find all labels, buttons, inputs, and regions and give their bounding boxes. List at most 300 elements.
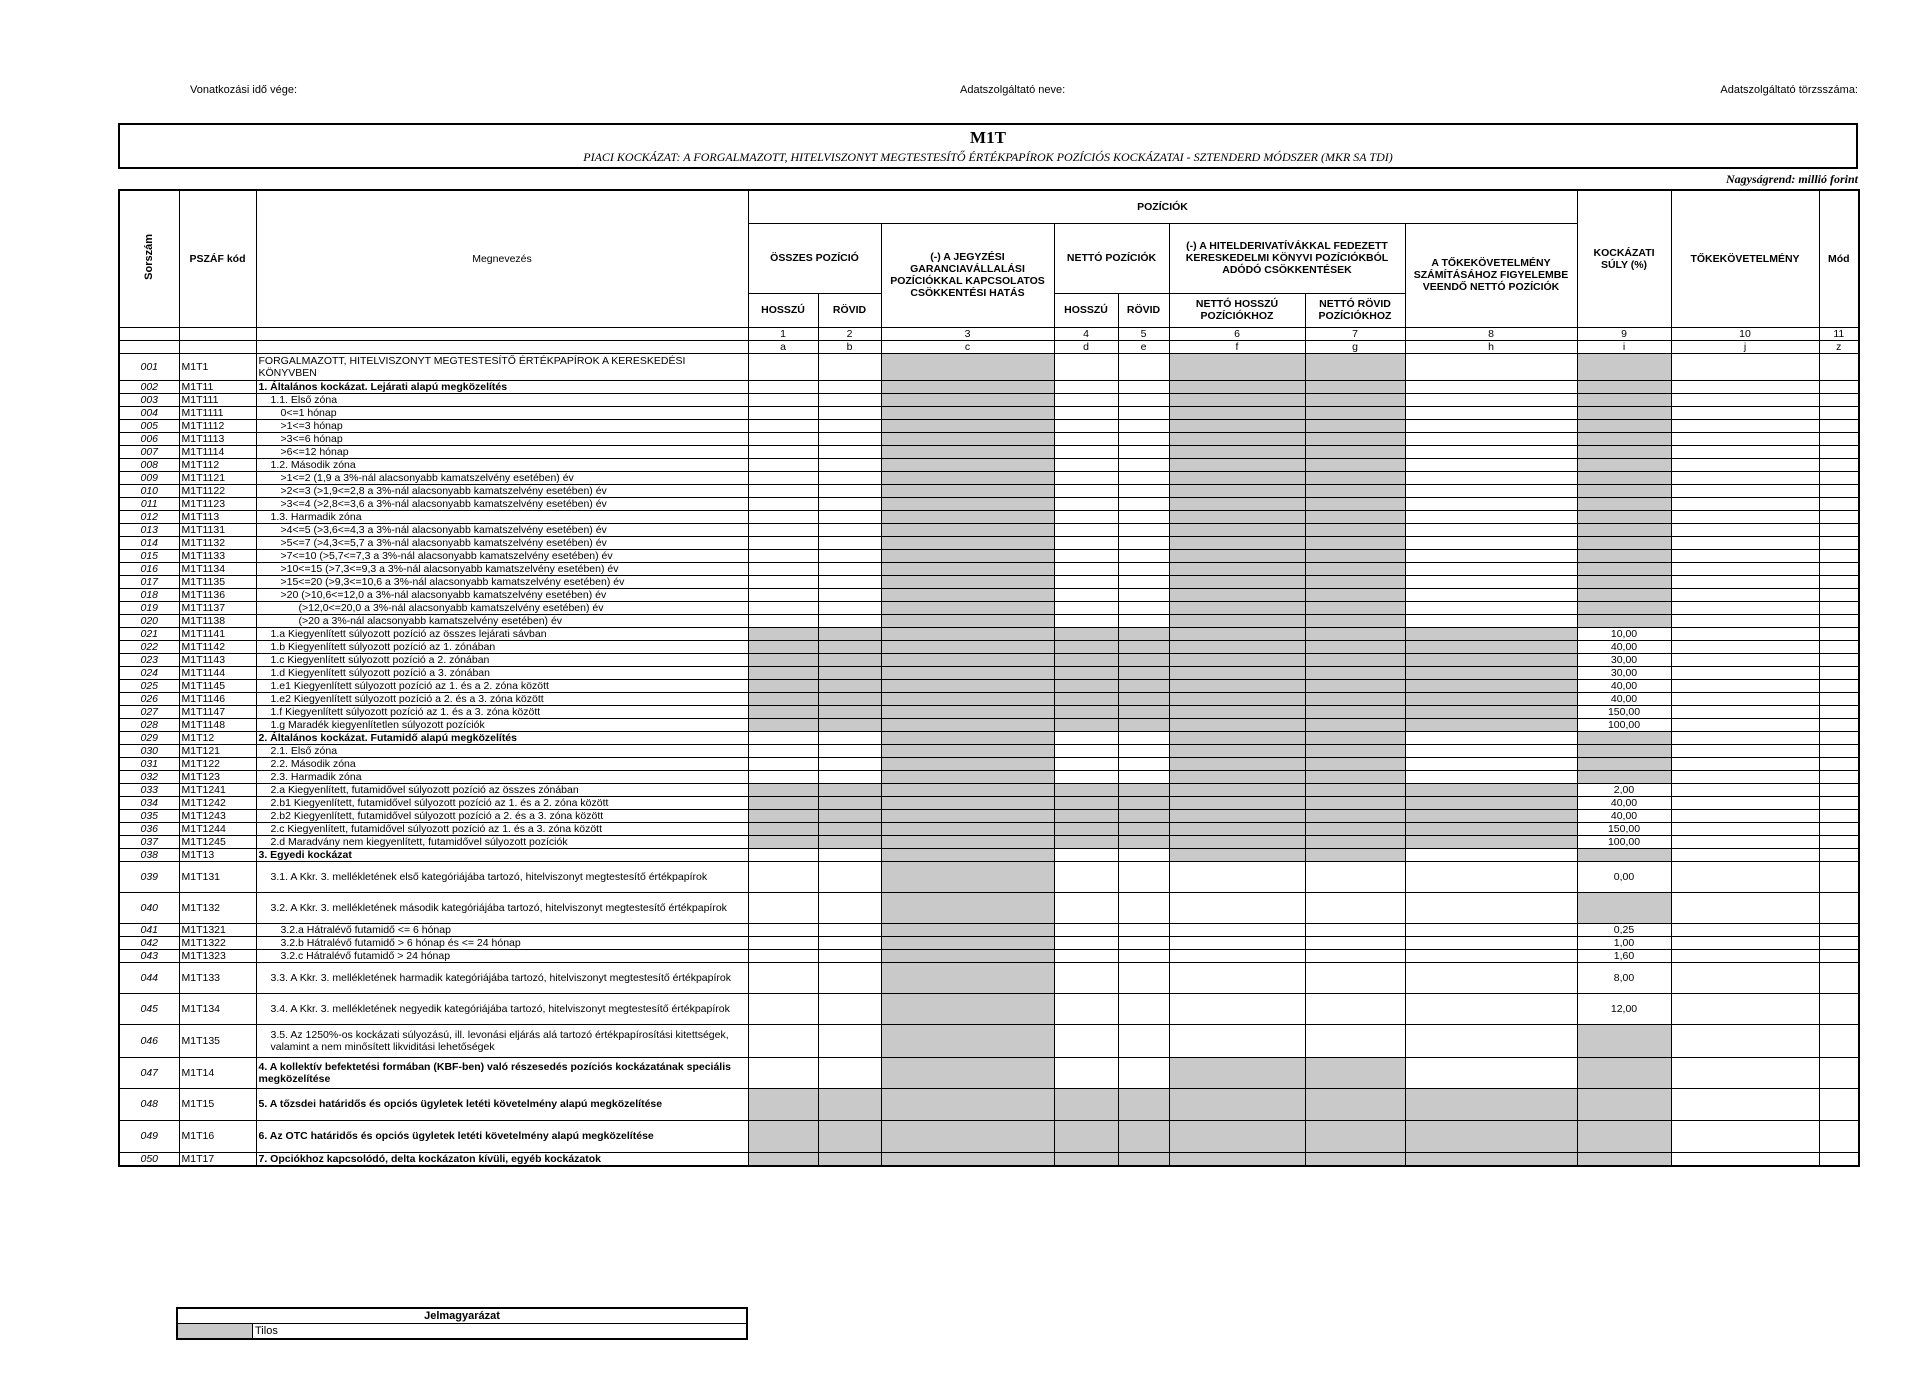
- data-cell-d[interactable]: [1054, 614, 1118, 627]
- data-cell-g[interactable]: [1305, 892, 1405, 923]
- data-cell-b[interactable]: [818, 380, 881, 393]
- data-cell-b[interactable]: [818, 536, 881, 549]
- data-cell-b[interactable]: [818, 936, 881, 949]
- data-cell-d[interactable]: [1054, 471, 1118, 484]
- data-cell-j[interactable]: [1671, 627, 1819, 640]
- data-cell-a[interactable]: [748, 549, 818, 562]
- data-cell-z[interactable]: [1819, 614, 1859, 627]
- data-cell-b[interactable]: [818, 484, 881, 497]
- data-cell-g[interactable]: [1305, 1024, 1405, 1057]
- data-cell-f[interactable]: [1169, 1024, 1305, 1057]
- data-cell-j[interactable]: [1671, 949, 1819, 962]
- data-cell-f[interactable]: [1169, 949, 1305, 962]
- data-cell-j[interactable]: [1671, 1057, 1819, 1088]
- data-cell-e[interactable]: [1118, 484, 1169, 497]
- data-cell-a[interactable]: [748, 419, 818, 432]
- data-cell-h[interactable]: [1405, 962, 1577, 993]
- data-cell-i[interactable]: 40,00: [1577, 796, 1671, 809]
- data-cell-z[interactable]: [1819, 588, 1859, 601]
- data-cell-b[interactable]: [818, 588, 881, 601]
- data-cell-e[interactable]: [1118, 458, 1169, 471]
- data-cell-h[interactable]: [1405, 432, 1577, 445]
- data-cell-h[interactable]: [1405, 770, 1577, 783]
- data-cell-j[interactable]: [1671, 471, 1819, 484]
- data-cell-a[interactable]: [748, 523, 818, 536]
- data-cell-g[interactable]: [1305, 993, 1405, 1024]
- data-cell-e[interactable]: [1118, 471, 1169, 484]
- data-cell-g[interactable]: [1305, 861, 1405, 892]
- data-cell-e[interactable]: [1118, 949, 1169, 962]
- data-cell-h[interactable]: [1405, 1057, 1577, 1088]
- data-cell-z[interactable]: [1819, 1152, 1859, 1166]
- data-cell-j[interactable]: [1671, 923, 1819, 936]
- data-cell-e[interactable]: [1118, 614, 1169, 627]
- data-cell-e[interactable]: [1118, 936, 1169, 949]
- data-cell-z[interactable]: [1819, 484, 1859, 497]
- data-cell-j[interactable]: [1671, 549, 1819, 562]
- data-cell-i[interactable]: 100,00: [1577, 718, 1671, 731]
- data-cell-d[interactable]: [1054, 536, 1118, 549]
- data-cell-h[interactable]: [1405, 484, 1577, 497]
- data-cell-j[interactable]: [1671, 353, 1819, 380]
- data-cell-d[interactable]: [1054, 588, 1118, 601]
- data-cell-h[interactable]: [1405, 458, 1577, 471]
- data-cell-a[interactable]: [748, 406, 818, 419]
- data-cell-z[interactable]: [1819, 393, 1859, 406]
- data-cell-b[interactable]: [818, 731, 881, 744]
- data-cell-z[interactable]: [1819, 705, 1859, 718]
- data-cell-a[interactable]: [748, 614, 818, 627]
- data-cell-i[interactable]: 40,00: [1577, 640, 1671, 653]
- data-cell-a[interactable]: [748, 497, 818, 510]
- data-cell-b[interactable]: [818, 923, 881, 936]
- data-cell-a[interactable]: [748, 1024, 818, 1057]
- data-cell-j[interactable]: [1671, 575, 1819, 588]
- data-cell-f[interactable]: [1169, 892, 1305, 923]
- data-cell-j[interactable]: [1671, 835, 1819, 848]
- data-cell-j[interactable]: [1671, 497, 1819, 510]
- data-cell-b[interactable]: [818, 993, 881, 1024]
- data-cell-f[interactable]: [1169, 936, 1305, 949]
- data-cell-d[interactable]: [1054, 861, 1118, 892]
- data-cell-d[interactable]: [1054, 601, 1118, 614]
- data-cell-h[interactable]: [1405, 497, 1577, 510]
- data-cell-j[interactable]: [1671, 614, 1819, 627]
- data-cell-d[interactable]: [1054, 523, 1118, 536]
- data-cell-f[interactable]: [1169, 923, 1305, 936]
- data-cell-d[interactable]: [1054, 458, 1118, 471]
- data-cell-j[interactable]: [1671, 432, 1819, 445]
- data-cell-z[interactable]: [1819, 523, 1859, 536]
- data-cell-e[interactable]: [1118, 432, 1169, 445]
- data-cell-j[interactable]: [1671, 962, 1819, 993]
- data-cell-z[interactable]: [1819, 353, 1859, 380]
- data-cell-j[interactable]: [1671, 822, 1819, 835]
- data-cell-b[interactable]: [818, 458, 881, 471]
- data-cell-g[interactable]: [1305, 936, 1405, 949]
- data-cell-a[interactable]: [748, 471, 818, 484]
- data-cell-z[interactable]: [1819, 770, 1859, 783]
- data-cell-z[interactable]: [1819, 497, 1859, 510]
- data-cell-i[interactable]: 150,00: [1577, 822, 1671, 835]
- data-cell-d[interactable]: [1054, 962, 1118, 993]
- data-cell-h[interactable]: [1405, 744, 1577, 757]
- data-cell-e[interactable]: [1118, 575, 1169, 588]
- data-cell-d[interactable]: [1054, 445, 1118, 458]
- data-cell-j[interactable]: [1671, 718, 1819, 731]
- data-cell-f[interactable]: [1169, 861, 1305, 892]
- data-cell-z[interactable]: [1819, 1120, 1859, 1152]
- data-cell-e[interactable]: [1118, 962, 1169, 993]
- data-cell-d[interactable]: [1054, 949, 1118, 962]
- data-cell-z[interactable]: [1819, 640, 1859, 653]
- data-cell-b[interactable]: [818, 1057, 881, 1088]
- data-cell-z[interactable]: [1819, 718, 1859, 731]
- data-cell-i[interactable]: 1,60: [1577, 949, 1671, 962]
- data-cell-h[interactable]: [1405, 562, 1577, 575]
- data-cell-e[interactable]: [1118, 1024, 1169, 1057]
- data-cell-z[interactable]: [1819, 744, 1859, 757]
- data-cell-h[interactable]: [1405, 380, 1577, 393]
- data-cell-d[interactable]: [1054, 993, 1118, 1024]
- data-cell-e[interactable]: [1118, 757, 1169, 770]
- data-cell-e[interactable]: [1118, 497, 1169, 510]
- data-cell-j[interactable]: [1671, 588, 1819, 601]
- data-cell-a[interactable]: [748, 445, 818, 458]
- data-cell-b[interactable]: [818, 353, 881, 380]
- data-cell-z[interactable]: [1819, 666, 1859, 679]
- data-cell-e[interactable]: [1118, 393, 1169, 406]
- data-cell-h[interactable]: [1405, 471, 1577, 484]
- data-cell-i[interactable]: 1,00: [1577, 936, 1671, 949]
- data-cell-b[interactable]: [818, 406, 881, 419]
- data-cell-j[interactable]: [1671, 936, 1819, 949]
- data-cell-b[interactable]: [818, 614, 881, 627]
- data-cell-a[interactable]: [748, 393, 818, 406]
- data-cell-a[interactable]: [748, 536, 818, 549]
- data-cell-b[interactable]: [818, 432, 881, 445]
- data-cell-i[interactable]: 0,00: [1577, 861, 1671, 892]
- data-cell-a[interactable]: [748, 861, 818, 892]
- data-cell-a[interactable]: [748, 949, 818, 962]
- data-cell-d[interactable]: [1054, 744, 1118, 757]
- data-cell-a[interactable]: [748, 757, 818, 770]
- data-cell-e[interactable]: [1118, 562, 1169, 575]
- data-cell-g[interactable]: [1305, 962, 1405, 993]
- data-cell-z[interactable]: [1819, 419, 1859, 432]
- data-cell-e[interactable]: [1118, 353, 1169, 380]
- data-cell-j[interactable]: [1671, 757, 1819, 770]
- data-cell-b[interactable]: [818, 1024, 881, 1057]
- data-cell-h[interactable]: [1405, 445, 1577, 458]
- data-cell-d[interactable]: [1054, 1057, 1118, 1088]
- data-cell-j[interactable]: [1671, 679, 1819, 692]
- data-cell-a[interactable]: [748, 731, 818, 744]
- data-cell-b[interactable]: [818, 497, 881, 510]
- data-cell-f[interactable]: [1169, 993, 1305, 1024]
- data-cell-z[interactable]: [1819, 892, 1859, 923]
- data-cell-b[interactable]: [818, 562, 881, 575]
- data-cell-a[interactable]: [748, 484, 818, 497]
- data-cell-z[interactable]: [1819, 962, 1859, 993]
- data-cell-h[interactable]: [1405, 419, 1577, 432]
- data-cell-j[interactable]: [1671, 653, 1819, 666]
- data-cell-h[interactable]: [1405, 1024, 1577, 1057]
- data-cell-e[interactable]: [1118, 536, 1169, 549]
- data-cell-h[interactable]: [1405, 936, 1577, 949]
- data-cell-j[interactable]: [1671, 809, 1819, 822]
- data-cell-j[interactable]: [1671, 380, 1819, 393]
- data-cell-j[interactable]: [1671, 783, 1819, 796]
- data-cell-j[interactable]: [1671, 640, 1819, 653]
- data-cell-d[interactable]: [1054, 562, 1118, 575]
- data-cell-j[interactable]: [1671, 692, 1819, 705]
- data-cell-d[interactable]: [1054, 936, 1118, 949]
- data-cell-e[interactable]: [1118, 731, 1169, 744]
- data-cell-h[interactable]: [1405, 848, 1577, 861]
- data-cell-z[interactable]: [1819, 835, 1859, 848]
- data-cell-z[interactable]: [1819, 458, 1859, 471]
- data-cell-h[interactable]: [1405, 892, 1577, 923]
- data-cell-d[interactable]: [1054, 575, 1118, 588]
- data-cell-z[interactable]: [1819, 471, 1859, 484]
- data-cell-e[interactable]: [1118, 510, 1169, 523]
- data-cell-g[interactable]: [1305, 949, 1405, 962]
- data-cell-z[interactable]: [1819, 1057, 1859, 1088]
- data-cell-b[interactable]: [818, 770, 881, 783]
- data-cell-d[interactable]: [1054, 419, 1118, 432]
- data-cell-b[interactable]: [818, 549, 881, 562]
- data-cell-d[interactable]: [1054, 510, 1118, 523]
- data-cell-z[interactable]: [1819, 822, 1859, 835]
- data-cell-a[interactable]: [748, 923, 818, 936]
- data-cell-b[interactable]: [818, 962, 881, 993]
- data-cell-d[interactable]: [1054, 393, 1118, 406]
- data-cell-a[interactable]: [748, 936, 818, 949]
- data-cell-e[interactable]: [1118, 549, 1169, 562]
- data-cell-j[interactable]: [1671, 848, 1819, 861]
- data-cell-j[interactable]: [1671, 1024, 1819, 1057]
- data-cell-a[interactable]: [748, 848, 818, 861]
- data-cell-j[interactable]: [1671, 1120, 1819, 1152]
- data-cell-z[interactable]: [1819, 861, 1859, 892]
- data-cell-i[interactable]: 8,00: [1577, 962, 1671, 993]
- data-cell-z[interactable]: [1819, 809, 1859, 822]
- data-cell-i[interactable]: 12,00: [1577, 993, 1671, 1024]
- data-cell-d[interactable]: [1054, 848, 1118, 861]
- data-cell-z[interactable]: [1819, 601, 1859, 614]
- data-cell-j[interactable]: [1671, 536, 1819, 549]
- data-cell-a[interactable]: [748, 588, 818, 601]
- data-cell-e[interactable]: [1118, 406, 1169, 419]
- data-cell-j[interactable]: [1671, 731, 1819, 744]
- data-cell-h[interactable]: [1405, 523, 1577, 536]
- data-cell-d[interactable]: [1054, 757, 1118, 770]
- data-cell-h[interactable]: [1405, 588, 1577, 601]
- data-cell-d[interactable]: [1054, 484, 1118, 497]
- data-cell-z[interactable]: [1819, 406, 1859, 419]
- data-cell-j[interactable]: [1671, 484, 1819, 497]
- data-cell-j[interactable]: [1671, 705, 1819, 718]
- data-cell-z[interactable]: [1819, 731, 1859, 744]
- data-cell-z[interactable]: [1819, 848, 1859, 861]
- data-cell-j[interactable]: [1671, 523, 1819, 536]
- data-cell-b[interactable]: [818, 861, 881, 892]
- data-cell-z[interactable]: [1819, 796, 1859, 809]
- data-cell-b[interactable]: [818, 892, 881, 923]
- data-cell-f[interactable]: [1169, 962, 1305, 993]
- data-cell-a[interactable]: [748, 993, 818, 1024]
- data-cell-z[interactable]: [1819, 562, 1859, 575]
- data-cell-b[interactable]: [818, 949, 881, 962]
- data-cell-i[interactable]: 40,00: [1577, 809, 1671, 822]
- data-cell-d[interactable]: [1054, 432, 1118, 445]
- data-cell-d[interactable]: [1054, 549, 1118, 562]
- data-cell-z[interactable]: [1819, 936, 1859, 949]
- data-cell-z[interactable]: [1819, 510, 1859, 523]
- data-cell-i[interactable]: 150,00: [1577, 705, 1671, 718]
- data-cell-h[interactable]: [1405, 614, 1577, 627]
- data-cell-a[interactable]: [748, 744, 818, 757]
- data-cell-b[interactable]: [818, 471, 881, 484]
- data-cell-h[interactable]: [1405, 353, 1577, 380]
- data-cell-h[interactable]: [1405, 393, 1577, 406]
- data-cell-e[interactable]: [1118, 445, 1169, 458]
- data-cell-j[interactable]: [1671, 1152, 1819, 1166]
- data-cell-a[interactable]: [748, 353, 818, 380]
- data-cell-z[interactable]: [1819, 923, 1859, 936]
- data-cell-b[interactable]: [818, 510, 881, 523]
- data-cell-j[interactable]: [1671, 393, 1819, 406]
- data-cell-e[interactable]: [1118, 1057, 1169, 1088]
- data-cell-z[interactable]: [1819, 783, 1859, 796]
- data-cell-j[interactable]: [1671, 770, 1819, 783]
- data-cell-h[interactable]: [1405, 731, 1577, 744]
- data-cell-a[interactable]: [748, 510, 818, 523]
- data-cell-i[interactable]: 100,00: [1577, 835, 1671, 848]
- data-cell-z[interactable]: [1819, 1088, 1859, 1120]
- data-cell-i[interactable]: 40,00: [1577, 692, 1671, 705]
- data-cell-e[interactable]: [1118, 892, 1169, 923]
- data-cell-e[interactable]: [1118, 419, 1169, 432]
- data-cell-h[interactable]: [1405, 510, 1577, 523]
- data-cell-d[interactable]: [1054, 497, 1118, 510]
- data-cell-b[interactable]: [818, 848, 881, 861]
- data-cell-j[interactable]: [1671, 666, 1819, 679]
- data-cell-a[interactable]: [748, 770, 818, 783]
- data-cell-b[interactable]: [818, 419, 881, 432]
- data-cell-i[interactable]: 40,00: [1577, 679, 1671, 692]
- data-cell-b[interactable]: [818, 393, 881, 406]
- data-cell-h[interactable]: [1405, 993, 1577, 1024]
- data-cell-e[interactable]: [1118, 523, 1169, 536]
- data-cell-b[interactable]: [818, 757, 881, 770]
- data-cell-h[interactable]: [1405, 575, 1577, 588]
- data-cell-h[interactable]: [1405, 757, 1577, 770]
- data-cell-z[interactable]: [1819, 380, 1859, 393]
- data-cell-d[interactable]: [1054, 923, 1118, 936]
- data-cell-a[interactable]: [748, 601, 818, 614]
- data-cell-j[interactable]: [1671, 892, 1819, 923]
- data-cell-b[interactable]: [818, 445, 881, 458]
- data-cell-h[interactable]: [1405, 549, 1577, 562]
- data-cell-j[interactable]: [1671, 993, 1819, 1024]
- data-cell-j[interactable]: [1671, 744, 1819, 757]
- data-cell-d[interactable]: [1054, 406, 1118, 419]
- data-cell-z[interactable]: [1819, 432, 1859, 445]
- data-cell-e[interactable]: [1118, 601, 1169, 614]
- data-cell-h[interactable]: [1405, 406, 1577, 419]
- data-cell-b[interactable]: [818, 744, 881, 757]
- data-cell-a[interactable]: [748, 575, 818, 588]
- data-cell-g[interactable]: [1305, 923, 1405, 936]
- data-cell-h[interactable]: [1405, 949, 1577, 962]
- data-cell-z[interactable]: [1819, 627, 1859, 640]
- data-cell-a[interactable]: [748, 562, 818, 575]
- data-cell-a[interactable]: [748, 380, 818, 393]
- data-cell-e[interactable]: [1118, 744, 1169, 757]
- data-cell-b[interactable]: [818, 523, 881, 536]
- data-cell-j[interactable]: [1671, 510, 1819, 523]
- data-cell-z[interactable]: [1819, 445, 1859, 458]
- data-cell-a[interactable]: [748, 458, 818, 471]
- data-cell-z[interactable]: [1819, 575, 1859, 588]
- data-cell-i[interactable]: 10,00: [1577, 627, 1671, 640]
- data-cell-z[interactable]: [1819, 1024, 1859, 1057]
- data-cell-z[interactable]: [1819, 549, 1859, 562]
- data-cell-i[interactable]: 0,25: [1577, 923, 1671, 936]
- data-cell-d[interactable]: [1054, 380, 1118, 393]
- data-cell-e[interactable]: [1118, 993, 1169, 1024]
- data-cell-d[interactable]: [1054, 892, 1118, 923]
- data-cell-z[interactable]: [1819, 993, 1859, 1024]
- data-cell-h[interactable]: [1405, 923, 1577, 936]
- data-cell-z[interactable]: [1819, 679, 1859, 692]
- data-cell-e[interactable]: [1118, 923, 1169, 936]
- data-cell-j[interactable]: [1671, 445, 1819, 458]
- data-cell-j[interactable]: [1671, 861, 1819, 892]
- data-cell-i[interactable]: 30,00: [1577, 666, 1671, 679]
- data-cell-z[interactable]: [1819, 536, 1859, 549]
- data-cell-h[interactable]: [1405, 861, 1577, 892]
- data-cell-a[interactable]: [748, 432, 818, 445]
- data-cell-j[interactable]: [1671, 601, 1819, 614]
- data-cell-j[interactable]: [1671, 419, 1819, 432]
- data-cell-d[interactable]: [1054, 353, 1118, 380]
- data-cell-a[interactable]: [748, 1057, 818, 1088]
- data-cell-z[interactable]: [1819, 949, 1859, 962]
- data-cell-d[interactable]: [1054, 1024, 1118, 1057]
- data-cell-j[interactable]: [1671, 458, 1819, 471]
- data-cell-h[interactable]: [1405, 536, 1577, 549]
- data-cell-e[interactable]: [1118, 861, 1169, 892]
- data-cell-j[interactable]: [1671, 796, 1819, 809]
- data-cell-i[interactable]: 2,00: [1577, 783, 1671, 796]
- data-cell-z[interactable]: [1819, 692, 1859, 705]
- data-cell-z[interactable]: [1819, 653, 1859, 666]
- data-cell-e[interactable]: [1118, 380, 1169, 393]
- data-cell-j[interactable]: [1671, 1088, 1819, 1120]
- data-cell-b[interactable]: [818, 575, 881, 588]
- data-cell-e[interactable]: [1118, 770, 1169, 783]
- data-cell-d[interactable]: [1054, 770, 1118, 783]
- data-cell-b[interactable]: [818, 601, 881, 614]
- data-cell-j[interactable]: [1671, 406, 1819, 419]
- data-cell-a[interactable]: [748, 892, 818, 923]
- data-cell-e[interactable]: [1118, 848, 1169, 861]
- data-cell-i[interactable]: 30,00: [1577, 653, 1671, 666]
- data-cell-z[interactable]: [1819, 757, 1859, 770]
